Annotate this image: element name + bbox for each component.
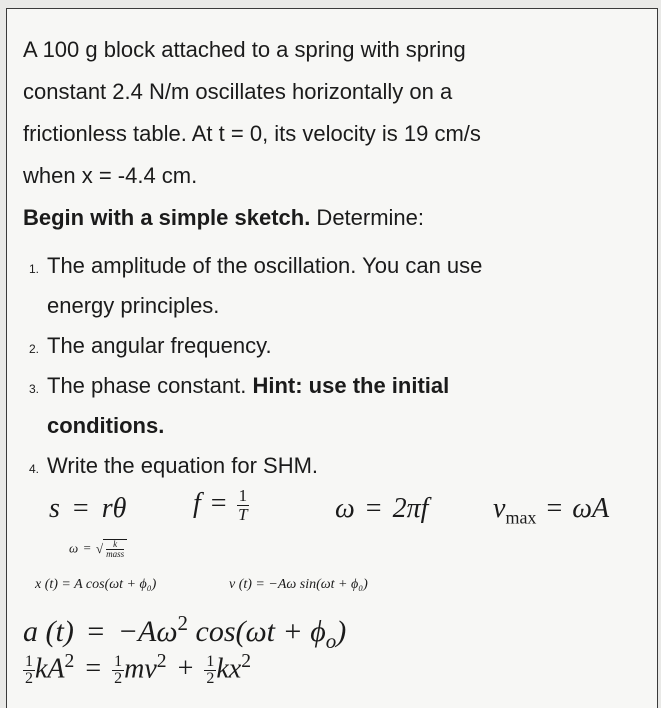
item-text: The phase constant.: [47, 373, 253, 398]
item-text: Write the equation for SHM.: [47, 453, 319, 478]
item-text: The amplitude of the oscillation. You can use: [47, 253, 483, 278]
arc-length-formula: s = rθ: [49, 493, 127, 524]
item-text: The angular frequency.: [47, 333, 272, 358]
list-item: [29, 366, 649, 446]
problem-statement: [23, 29, 643, 197]
problem-card: [6, 8, 658, 708]
problem-line: constant 2.4 N/m oscillates horizontally on a: [23, 79, 453, 104]
item-number: 2.: [29, 342, 40, 356]
problem-line: when x = -4.4 cm.: [23, 163, 198, 188]
problem-line: frictionless table. At t = 0, its velocity is 19 cm/s: [23, 121, 481, 146]
task-list: [29, 246, 649, 486]
instructions: [23, 202, 424, 234]
instructions-rest: Determine:: [310, 205, 425, 230]
list-item: [29, 326, 649, 366]
velocity-formula: v (t) = −Aω sin(ωt + ϕ₀): [229, 577, 368, 592]
angular-frequency-formula: ω = 2πf: [335, 493, 429, 524]
energy-conservation-formula: $\frac{1}{2}$ $kA^2$ = $\frac{1}{2}$ $mv^2$ + $\frac{1}{2}$ $kx^2$: [25, 651, 252, 688]
item-number: 4.: [29, 462, 40, 476]
problem-line: A 100 g block attached to a spring with spring: [23, 37, 466, 62]
list-item: [29, 246, 649, 326]
position-formula: x (t) = A cos(ωt + ϕ₀): [35, 577, 157, 592]
hint-text-cont: conditions.: [47, 413, 165, 438]
item-text-cont: energy principles.: [47, 293, 220, 318]
list-item: [29, 446, 649, 486]
omega-sqrt-formula: ω = √ $\frac{k}{\text{mass}}$: [69, 539, 127, 560]
instructions-bold: Begin with a simple sketch.: [23, 205, 311, 230]
item-number: 3.: [29, 382, 40, 396]
frequency-formula: f = $\frac{1}{T}$: [193, 486, 248, 524]
item-number: 1.: [29, 262, 40, 276]
hint-text: Hint: use the initial: [252, 373, 450, 398]
max-velocity-formula: $v_{max} = \omega A$: [493, 493, 610, 528]
acceleration-formula: a $(t) = -A\omega^2$ $\cos(\omega t + \phi_o)$: [23, 611, 347, 653]
